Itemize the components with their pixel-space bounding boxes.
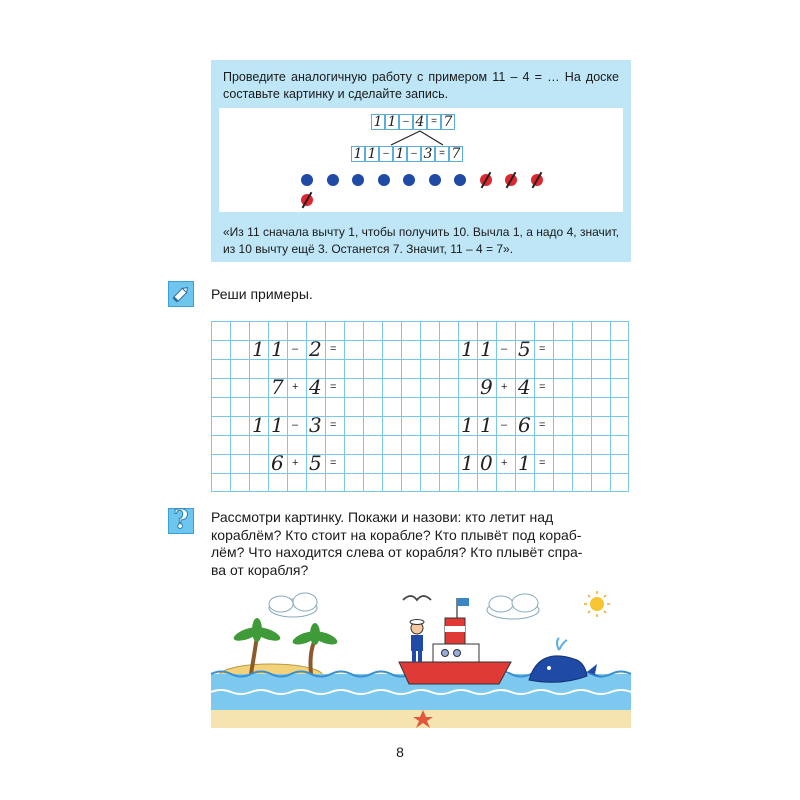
counter-dot <box>454 174 466 186</box>
pencil-icon <box>168 281 194 307</box>
task1-text: Реши примеры. <box>211 286 313 302</box>
example-op: + <box>501 457 508 469</box>
demo-panel <box>219 108 623 212</box>
counter-dot <box>301 174 313 186</box>
example-eq: = <box>330 419 337 431</box>
example-eq: = <box>539 343 546 355</box>
counter-dot <box>429 174 441 186</box>
sailor-icon <box>410 620 424 663</box>
example-b: 4 <box>309 375 322 399</box>
question-mark: ? <box>173 505 189 535</box>
example-eq: = <box>539 381 546 393</box>
example-a: 1 <box>480 337 493 361</box>
counter-dot <box>352 174 364 186</box>
example-b: 5 <box>309 451 322 475</box>
example-eq: = <box>539 457 546 469</box>
row2-cell: 3 <box>421 146 435 162</box>
example-eq: = <box>330 381 337 393</box>
example-op: – <box>292 419 299 431</box>
seagull-icon <box>403 596 431 600</box>
sea-illustration <box>211 588 631 728</box>
task2-line1: Рассмотри картинку. Покажи и назови: кто летит над <box>211 509 554 525</box>
example-a: 1 <box>461 337 474 361</box>
example-eq: = <box>539 419 546 431</box>
counter-dot <box>378 174 390 186</box>
example-a: 7 <box>271 375 284 399</box>
row1-cell: – <box>399 114 413 130</box>
row2-cell: = <box>435 146 449 162</box>
task2-line2: кораблём? Кто стоит на корабле? Кто плывёт под кораб- <box>211 526 582 543</box>
task2-line3: лём? Что находится слева от корабля? Кто плывёт спра- <box>211 544 583 560</box>
example-a: 0 <box>480 451 493 475</box>
task2-line4: ва от корабля? <box>211 561 309 578</box>
page-number: 8 <box>396 744 404 760</box>
cloud-icon <box>269 593 539 619</box>
row1-cell: 7 <box>441 114 455 130</box>
teacher-intro-text: Проведите аналогичную работу с примером 11 – 4 = … На доске составьте картинку и сделайте запись. <box>223 70 619 101</box>
row1-cell: 4 <box>413 114 427 130</box>
row2-cell: 1 <box>393 146 407 162</box>
counter-dot <box>505 174 517 186</box>
example-eq: = <box>330 457 337 469</box>
teacher-explanation: «Из 11 сначала вычту 1, чтобы получить 10. Вычла 1, а надо 4, значит, из 10 вычту ещё 3. Останется 7. Значит, 11 – 4 = 7». <box>223 225 619 256</box>
counter-dot <box>327 174 339 186</box>
counter-dot <box>531 174 543 186</box>
pencil-glyph <box>169 282 193 306</box>
row2-cell: – <box>407 146 421 162</box>
example-op: – <box>501 343 508 355</box>
example-a: 1 <box>461 451 474 475</box>
example-a: 1 <box>480 413 493 437</box>
example-b: 3 <box>309 413 322 437</box>
example-op: + <box>501 381 508 393</box>
example-a: 6 <box>271 451 284 475</box>
example-b: 2 <box>309 337 322 361</box>
question-icon <box>168 505 194 535</box>
example-a: 1 <box>252 337 265 361</box>
row1-cell: 1 <box>371 114 385 130</box>
example-a: 1 <box>461 413 474 437</box>
example-b: 5 <box>518 337 531 361</box>
row2-cell: 1 <box>365 146 379 162</box>
example-a: 1 <box>252 413 265 437</box>
counter-dot <box>301 194 313 206</box>
row1-cell: = <box>427 114 441 130</box>
example-op: – <box>501 419 508 431</box>
example-op: + <box>292 457 299 469</box>
row2-cell: 1 <box>351 146 365 162</box>
row2-cell: – <box>379 146 393 162</box>
example-a: 1 <box>271 337 284 361</box>
example-b: 1 <box>518 451 531 475</box>
example-a: 1 <box>271 413 284 437</box>
row2-cell: 7 <box>449 146 463 162</box>
example-b: 4 <box>518 375 531 399</box>
sun-icon <box>584 591 610 617</box>
row1-cell: 1 <box>385 114 399 130</box>
example-op: – <box>292 343 299 355</box>
example-b: 6 <box>518 413 531 437</box>
teacher-instruction-box <box>211 60 631 262</box>
example-a: 9 <box>480 375 493 399</box>
counter-dot <box>403 174 415 186</box>
example-op: + <box>292 381 299 393</box>
example-eq: = <box>330 343 337 355</box>
counter-dot <box>480 174 492 186</box>
exercise-grid <box>211 321 629 492</box>
